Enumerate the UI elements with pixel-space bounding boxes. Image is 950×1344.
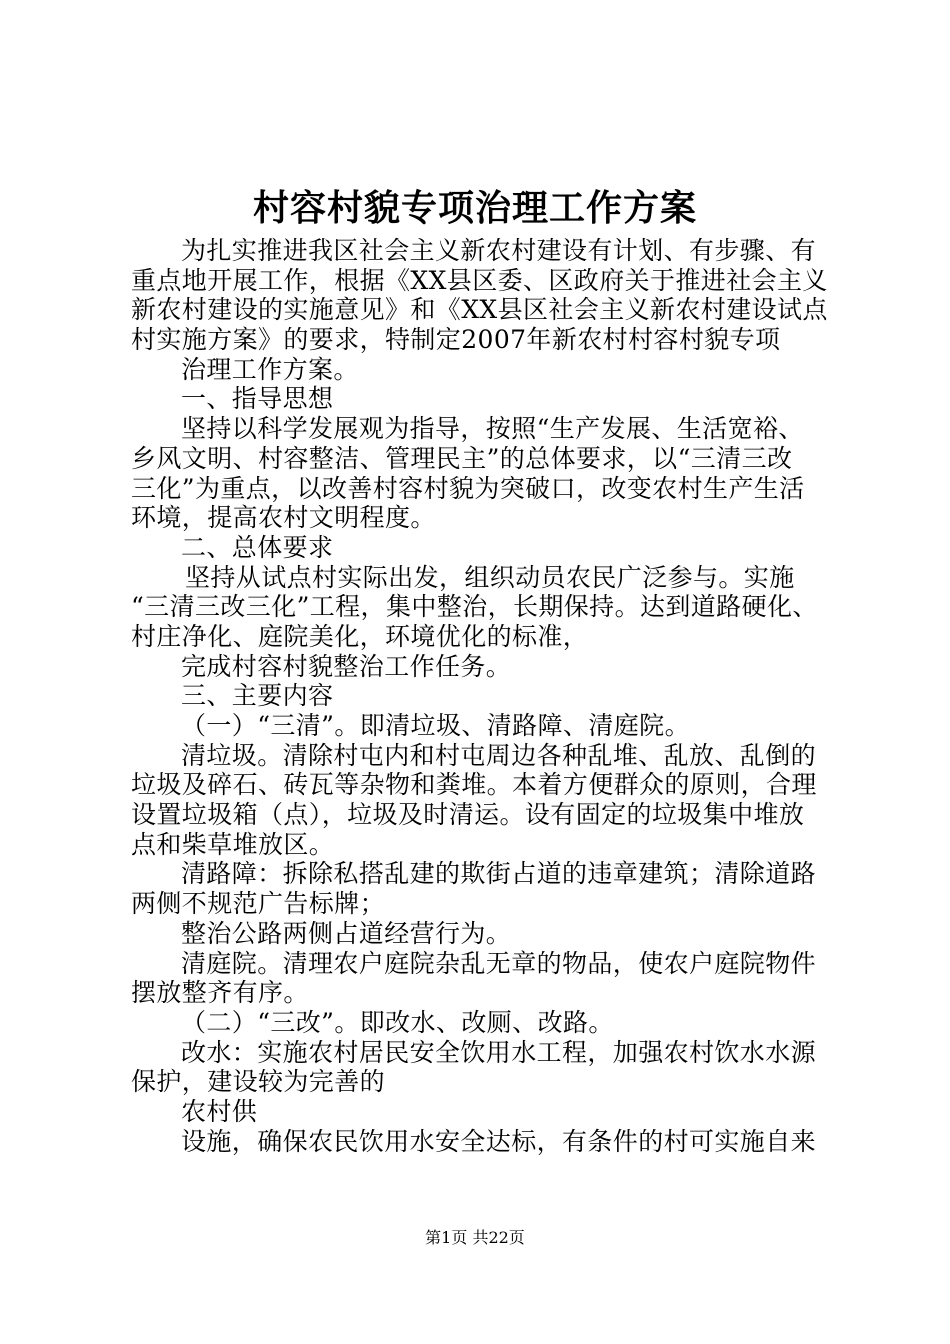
paragraph-line: 保护，建设较为完善的 [131,1067,386,1097]
paragraph-line: 摆放整齐有序。 [131,978,309,1008]
paragraph-line: 设施，确保农民饮用水安全达标，有条件的村可实施自来 [181,1126,817,1156]
paragraph-line: 改水：实施农村居民安全饮用水工程，加强农村饮水水源 [181,1037,817,1067]
paragraph-line: 村庄净化、庭院美化，环境优化的标准， [131,621,589,651]
paragraph-line: 三化”为重点，以改善村容村貌为突破口，改变农村生产生活 [131,473,805,503]
paragraph-line: 乡风文明、村容整洁、管理民主”的总体要求，以“三清三改 [131,443,793,473]
paragraph-line: 清庭院。清理农户庭院杂乱无章的物品，使农户庭院物件 [181,948,817,978]
document-title: 村容村貌专项治理工作方案 [252,187,697,229]
paragraph-line: 新农村建设的实施意见》和《XX县区社会主义新农村建设试点 [131,295,828,325]
paragraph-line: 垃圾及碎石、砖瓦等杂物和粪堆。本着方便群众的原则，合理 [131,770,817,800]
paragraph-line: 村实施方案》的要求，特制定2007年新农村村容村貌专项 [131,325,781,355]
page-number-footer: 第1页 共22页 [425,1228,525,1247]
paragraph-line: 坚持从试点村实际出发，组织动员农民广泛参与。实施 [185,562,795,592]
paragraph-line: 治理工作方案。 [181,354,359,384]
paragraph-line: “三清三改三化”工程，集中整治，长期保持。达到道路硬化、 [131,592,818,622]
section-heading: 三、主要内容 [181,681,334,711]
section-heading: 二、总体要求 [181,532,334,562]
paragraph-line: 整治公路两侧占道经营行为。 [181,918,512,948]
paragraph-line: 点和柴草堆放区。 [131,829,335,859]
subsection-heading: （一）“三清”。即清垃圾、清路障、清庭院。 [181,711,690,740]
paragraph-line: 清垃圾。清除村屯内和村屯周边各种乱堆、乱放、乱倒的 [181,740,817,770]
paragraph-line: 环境，提高农村文明程度。 [131,503,436,533]
paragraph-line: 坚持以科学发展观为指导，按照“生产发展、生活宽裕、 [181,414,804,444]
paragraph-line: 两侧不规范广告标牌； [131,889,386,919]
document-body [131,236,851,1156]
paragraph-line: 重点地开展工作，根据《XX县区委、区政府关于推进社会主义 [131,265,828,295]
paragraph-line: 为扎实推进我区社会主义新农村建设有计划、有步骤、有 [181,236,817,265]
paragraph-line: 农村供 [181,1096,258,1126]
subsection-heading: （二）“三改”。即改水、改厕、改路。 [181,1007,614,1037]
paragraph-line: 清路障：拆除私搭乱建的欺街占道的违章建筑；清除道路 [181,859,817,889]
paragraph-line: 完成村容村貌整治工作任务。 [181,651,512,681]
section-heading: 一、指导思想 [181,384,334,414]
paragraph-line: 设置垃圾箱（点），垃圾及时清运。设有固定的垃圾集中堆放 [131,800,805,830]
